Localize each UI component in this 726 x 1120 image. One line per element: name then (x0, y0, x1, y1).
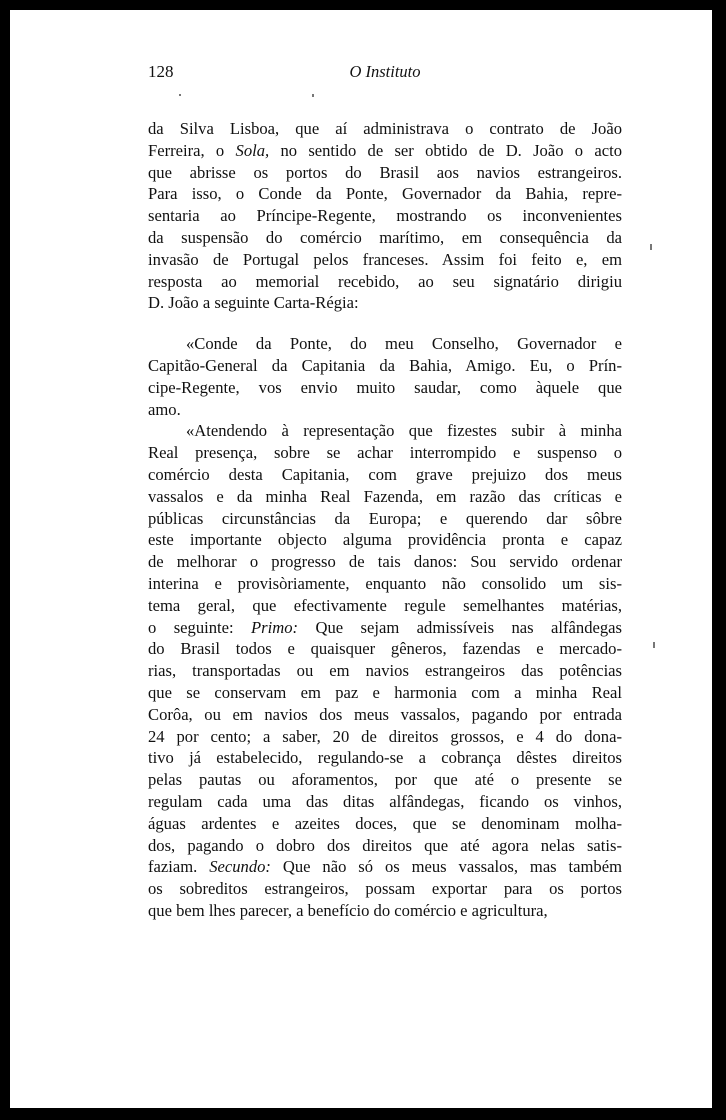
text-line: comércio desta Capitania, com grave prejuizo dos meus (148, 464, 622, 484)
text-line: dos, pagando o dobro dos direitos que até agora nelas satis- (148, 835, 622, 855)
text-line: Para isso, o Conde da Ponte, Governador da Bahia, repre- (148, 184, 622, 204)
book-page (148, 62, 622, 922)
text-line: tivo já estabelecido, regulando-se a cobrança dêstes direitos (148, 748, 622, 768)
scan-speck (650, 244, 652, 250)
text-line: Corôa, ou em navios dos meus vassalos, pagando por entrada (148, 704, 622, 724)
text-line: sentaria ao Príncipe-Regente, mostrando os inconvenientes (148, 206, 622, 226)
text-line: do Brasil todos e quaisquer gêneros, fazendas e mercado- (148, 639, 622, 659)
text-line: regulam cada uma das ditas alfândegas, ficando os vinhos, (148, 791, 622, 811)
text-line: Ferreira, o Sola, no sentido de ser obtido de D. João o acto (148, 140, 622, 160)
text-line: amo. (148, 399, 181, 419)
text-line: resposta ao memorial recebido, ao seu signatário dirigiu (148, 271, 622, 291)
text-line: este importante objecto alguma providência pronta e capaz (148, 530, 622, 550)
text-line: D. João a seguinte Carta-Régia: (148, 293, 359, 313)
text-line: Real presença, sobre se achar interrompido e suspenso o (148, 443, 622, 463)
text-line: o seguinte: Primo: Que sejam admissíveis nas alfândegas (148, 617, 622, 637)
text-line: de melhorar o progresso de tais danos: Sou servido ordenar (148, 552, 622, 572)
paragraph-letter-body (148, 420, 622, 921)
text-line: pelas pautas ou aforamentos, por que até o presente se (148, 770, 622, 790)
paragraph-letter-salutation (148, 333, 622, 420)
scan-speck (653, 642, 655, 648)
text-line: que bem lhes parecer, a benefício do comércio e agricultura, (148, 900, 548, 920)
text-line: Capitão-General da Capitania da Bahia, Amigo. Eu, o Prín- (148, 355, 622, 375)
text-line: da suspensão do comércio marítimo, em consequência da (148, 227, 622, 247)
text-line: cipe-Regente, vos envio muito saudar, como àquele que (148, 377, 622, 397)
text-line: públicas circunstâncias da Europa; e querendo dar sôbre (148, 508, 622, 528)
text-line: que abrisse os portos do Brasil aos navios estrangeiros. (148, 162, 622, 182)
text-line: invasão de Portugal pelos franceses. Assim foi feito e, em (148, 249, 622, 269)
text-line: interina e provisòriamente, enquanto não consolido um sis- (148, 573, 622, 593)
paragraph-intro (148, 118, 622, 314)
text-line: tema geral, que efectivamente regule semelhantes matérias, (148, 595, 622, 615)
page-number: 128 (148, 62, 174, 81)
text-line: faziam. Secundo: Que não só os meus vassalos, mas também (148, 857, 623, 877)
text-line: 24 por cento; a saber, 20 de direitos grossos, e 4 do dona- (148, 726, 622, 746)
text-line: águas ardentes e azeites doces, que se denominam molha- (148, 813, 622, 833)
text-line: «Atendendo à representação que fizestes subir à minha (186, 421, 622, 441)
running-title: O Instituto (349, 62, 421, 81)
text-line: rias, transportadas ou em navios estrangeiros das potências (148, 661, 622, 681)
text-line: que se conservam em paz e harmonia com a minha Real (148, 682, 622, 702)
text-line: «Conde da Ponte, do meu Conselho, Governador e (186, 334, 622, 354)
text-line: os sobreditos estrangeiros, possam exportar para os portos (148, 879, 622, 899)
page-header (148, 62, 622, 88)
text-line: vassalos e da minha Real Fazenda, em razão das críticas e (148, 486, 622, 506)
text-line: da Silva Lisboa, que aí administrava o contrato de João (148, 119, 622, 138)
